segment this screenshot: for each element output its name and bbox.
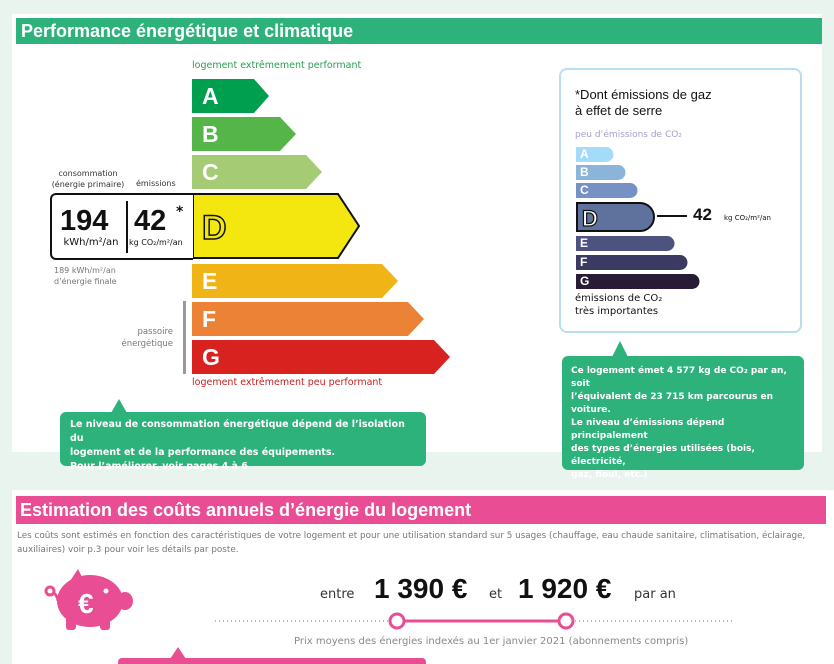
cost-and: et — [489, 587, 503, 602]
ges-callout-pointer — [612, 341, 628, 357]
cost-range-scale — [215, 612, 735, 636]
passoire-label — [100, 326, 173, 350]
class-f-label: F — [202, 306, 217, 332]
euro-symbol: € — [78, 588, 94, 619]
ges-callout — [562, 356, 804, 480]
emissions-label: émissions — [136, 179, 176, 188]
ges-high-label — [575, 292, 662, 318]
ges-high-line-1: émissions de CO₂ — [575, 293, 663, 304]
class-d-label — [200, 207, 234, 254]
ges-unit: kg CO₂/m²/an — [724, 214, 771, 222]
emissions-unit: kg CO₂/m²/an — [129, 238, 183, 247]
final-energy-line-1: 189 kWh/m²/an — [54, 266, 116, 275]
piggy-bank-icon — [40, 565, 140, 639]
class-a-label: A — [202, 83, 219, 109]
final-energy-note — [54, 265, 117, 287]
ges-callout-line-1: Ce logement émet 4 577 kg de CO₂ par an, soit — [571, 366, 787, 389]
energy-callout-line-3: Pour l’améliorer, voir pages 4 à 6 — [70, 461, 248, 472]
callout-pointer — [111, 399, 127, 413]
emissions-value: 42 — [134, 205, 167, 237]
ges-callout-line-2: l’équivalent de 23 715 km parcourus en — [571, 392, 773, 402]
final-energy-line-2: d’énergie finale — [54, 277, 117, 286]
consumption-value: 194 — [60, 205, 109, 237]
consumption-label-2: (énergie primaire) — [51, 180, 125, 189]
passoire-line-2: énergétique — [121, 339, 173, 349]
ges-class-d-label — [581, 206, 603, 234]
ges-callout-line-5: des types d’énergies utilisées (bois, électricité, — [571, 444, 755, 467]
ges-title — [575, 87, 712, 119]
section-title-energy: Performance énergétique et climatique — [16, 18, 822, 44]
ges-class-e-label: E — [580, 236, 589, 250]
ges-low-label: peu d’émissions de CO₂ — [575, 130, 682, 140]
consumption-label-1: consommation — [58, 169, 118, 178]
bottom-callout — [118, 658, 426, 664]
prices-note: Prix moyens des énergies indexés au 1er janvier 2021 (abonnements compris) — [294, 636, 689, 647]
cost-between: entre — [320, 587, 355, 602]
ges-value: 42 — [693, 205, 712, 224]
ges-class-c-label: C — [580, 183, 589, 197]
ges-class-d-letter: D — [582, 206, 598, 231]
passoire-bracket — [183, 301, 186, 374]
class-b-label: B — [202, 121, 219, 147]
ges-title-line-1: *Dont émissions de gaz — [575, 87, 712, 102]
ges-pointer-line — [657, 215, 687, 217]
consumption-label — [47, 168, 129, 190]
class-d-letter: D — [202, 209, 227, 247]
passoire-line-1: passoire — [137, 327, 173, 337]
ges-class-g-label: G — [580, 274, 590, 288]
energy-callout-line-2: logement et de la performance des équipements. — [70, 447, 336, 458]
ges-callout-line-3: voiture. — [571, 405, 611, 415]
value-box-divider — [126, 201, 128, 253]
section-title-costs: Estimation des coûts annuels d’énergie du logement — [16, 496, 826, 524]
cost-min: 1 390 € — [374, 573, 468, 604]
ges-class-b-label: B — [580, 165, 589, 179]
emissions-star: * — [176, 204, 184, 220]
class-c-label: C — [202, 159, 219, 185]
bottom-note: logement extrêmement peu performant — [192, 377, 383, 388]
class-e-label: E — [202, 268, 218, 294]
cost-max: 1 920 € — [518, 573, 612, 604]
cost-per-year: par an — [634, 587, 676, 602]
ges-high-line-2: très importantes — [575, 306, 659, 317]
ges-title-line-2: à effet de serre — [575, 103, 663, 118]
ges-callout-line-4: Le niveau d’émissions dépend principalement — [571, 418, 725, 441]
class-g-label: G — [202, 344, 220, 370]
ges-class-f-label: F — [580, 255, 588, 269]
costs-description: Les coûts sont estimés en fonction des caractéristiques de votre logement et pour une utilisation standard sur 5 usages (chauffage, eau chaude sanitaire, climatisation, éclairage, auxiliaires) voir p.3 pour voir les détails par poste. — [17, 531, 806, 555]
energy-callout — [60, 412, 426, 472]
ges-class-a-label: A — [580, 147, 589, 161]
top-note: logement extrêmement performant — [192, 60, 362, 71]
consumption-unit: kWh/m²/an — [63, 237, 119, 248]
energy-callout-line-1: Le niveau de consommation énergétique dépend de l’isolation du — [70, 419, 405, 444]
ges-callout-line-6: gaz, fioul, etc.) — [571, 470, 648, 480]
